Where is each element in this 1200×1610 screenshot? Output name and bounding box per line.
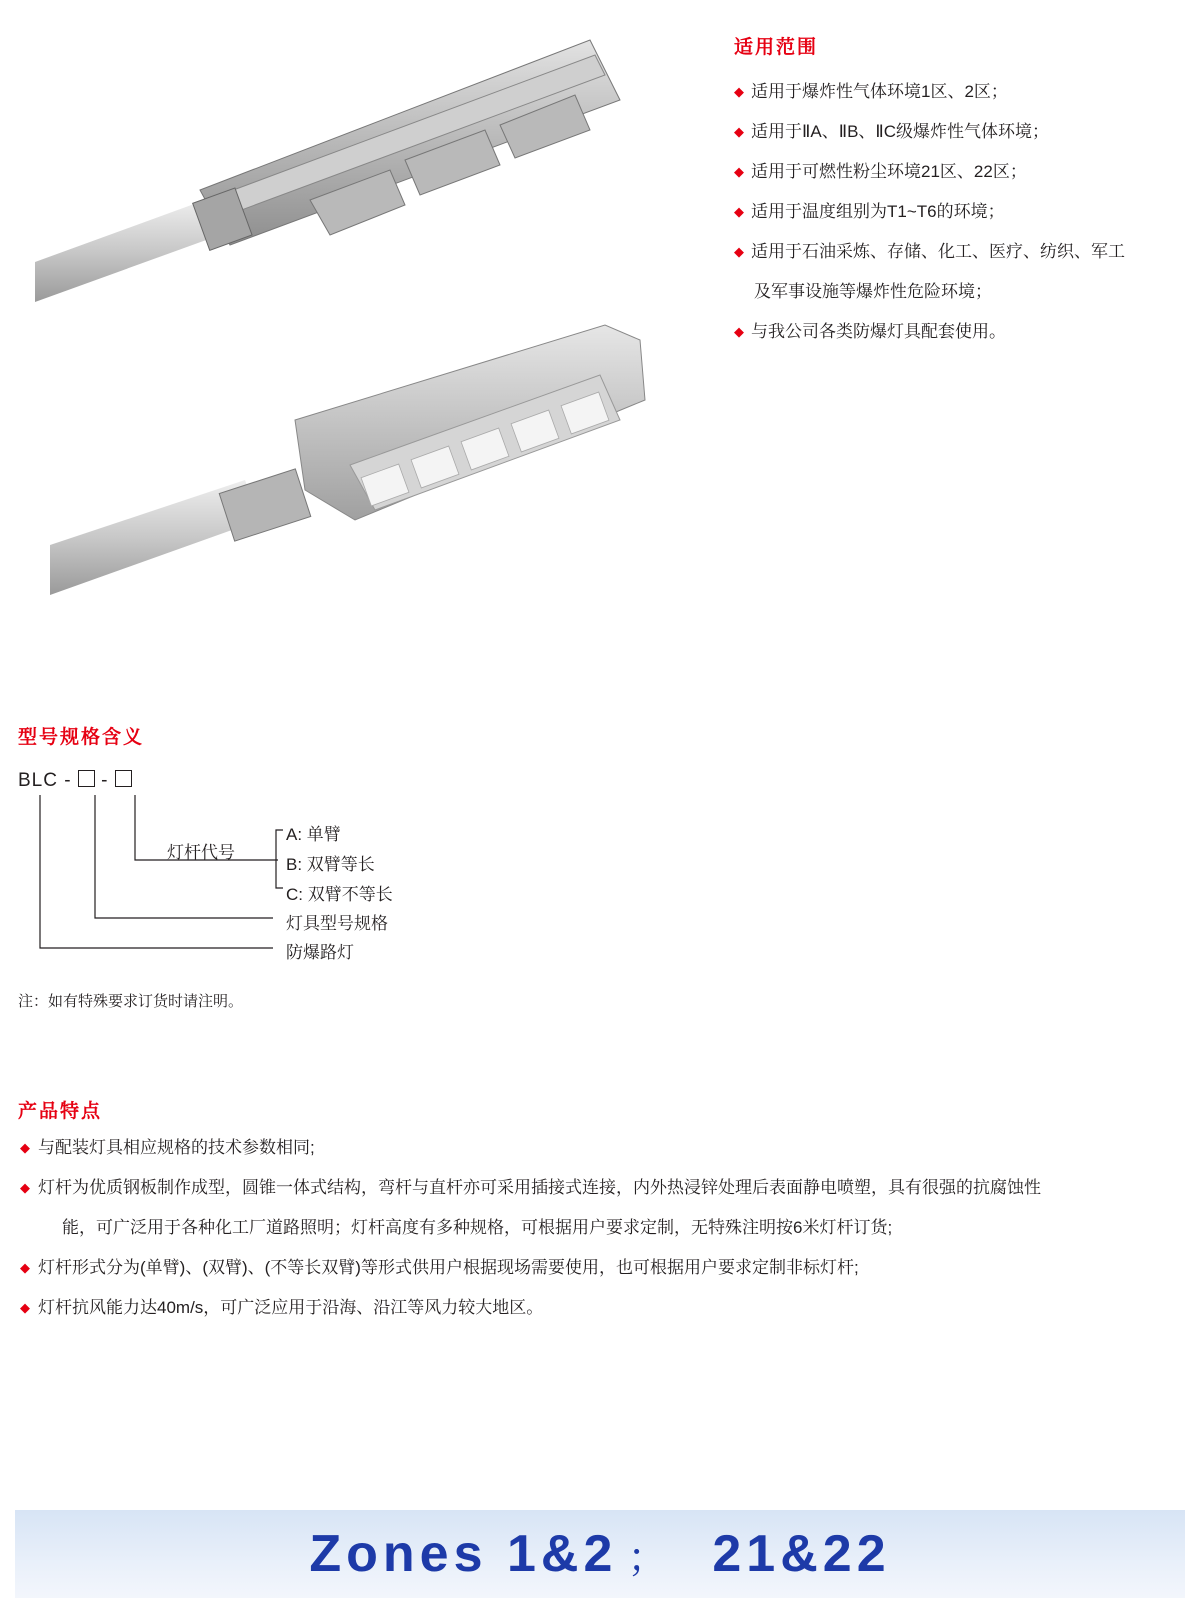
red-diamond-icon: ◆ <box>734 244 744 259</box>
feature-item <box>20 1128 1190 1168</box>
scope-item-text: 适用于ⅡA、ⅡB、ⅡC级爆炸性气体环境； <box>751 122 1050 141</box>
red-diamond-icon: ◆ <box>20 1260 30 1275</box>
feature-item <box>20 1288 1190 1328</box>
banner-zones-21-22: 21&22 <box>712 1525 891 1583</box>
features-title: 产品特点 <box>18 1101 103 1122</box>
scope-item-text: 适用于爆炸性气体环境1区、2区； <box>751 82 1008 101</box>
red-diamond-icon: ◆ <box>20 1140 30 1155</box>
scope-item <box>734 112 1184 152</box>
features-list <box>20 1128 1190 1328</box>
scope-item-text: 及军事设施等爆炸性危险环境； <box>754 282 992 301</box>
scope-item <box>734 272 1184 312</box>
scope-item-text: 适用于温度组别为T1~T6的环境； <box>751 202 1005 221</box>
scope-item <box>734 192 1184 232</box>
red-diamond-icon: ◆ <box>20 1180 30 1195</box>
model-code-dash: - <box>64 770 72 791</box>
scope-item-text: 与我公司各类防爆灯具配套使用。 <box>751 322 1006 341</box>
scope-list <box>734 72 1184 352</box>
pole-option-b: B: 双臂等长 <box>286 855 375 874</box>
scope-title: 适用范围 <box>734 37 819 58</box>
scope-item <box>734 232 1184 272</box>
zones-banner <box>15 1510 1185 1598</box>
red-diamond-icon: ◆ <box>734 124 744 139</box>
order-note: 注：如有特殊要求订货时请注明。 <box>18 993 244 1010</box>
model-code-dash: - <box>101 770 109 791</box>
banner-separator: ； <box>627 1536 673 1580</box>
scope-item <box>734 152 1184 192</box>
model-title: 型号规格含义 <box>18 727 145 748</box>
red-diamond-icon: ◆ <box>20 1300 30 1315</box>
feature-item <box>20 1248 1190 1288</box>
feature-item-text: 灯杆抗风能力达40m/s，可广泛应用于沿海、沿江等风力较大地区。 <box>38 1298 544 1317</box>
scope-item <box>734 72 1184 112</box>
model-code-connector-lines <box>0 0 420 960</box>
scope-item <box>734 312 1184 352</box>
model-code-prefix: BLC <box>18 770 58 791</box>
feature-item <box>20 1168 1190 1208</box>
scope-item-text: 适用于石油采炼、存储、化工、医疗、纺织、军工 <box>751 242 1125 261</box>
lamp-spec-label: 灯具型号规格 <box>286 914 388 933</box>
red-diamond-icon: ◆ <box>734 164 744 179</box>
pole-option-c: C: 双臂不等长 <box>286 885 393 904</box>
red-diamond-icon: ◆ <box>734 84 744 99</box>
product-label: 防爆路灯 <box>286 943 354 962</box>
feature-item-text: 灯杆为优质钢板制作成型，圆锥一体式结构，弯杆与直杆亦可采用插接式连接，内外热浸锌处理后表面静电喷塑，具有很强的抗腐蚀性 <box>38 1178 1041 1197</box>
red-diamond-icon: ◆ <box>734 204 744 219</box>
banner-zones-1-2: Zones 1&2 <box>309 1525 618 1583</box>
red-diamond-icon: ◆ <box>734 324 744 339</box>
zones-banner-text <box>15 1510 1185 1598</box>
feature-item-text: 能，可广泛用于各种化工厂道路照明；灯杆高度有多种规格，可根据用户要求定制，无特殊注明按6米灯杆订货; <box>62 1218 893 1237</box>
feature-item <box>20 1208 1190 1248</box>
pole-option-a: A: 单臂 <box>286 825 341 844</box>
feature-item-text: 灯杆形式分为(单臂)、(双臂)、(不等长双臂)等形式供用户根据现场需要使用，也可根据用户要求定制非标灯杆; <box>38 1258 859 1277</box>
feature-item-text: 与配装灯具相应规格的技术参数相同; <box>38 1138 315 1157</box>
scope-item-text: 适用于可燃性粉尘环境21区、22区； <box>751 162 1027 181</box>
pole-code-label: 灯杆代号 <box>167 843 235 862</box>
